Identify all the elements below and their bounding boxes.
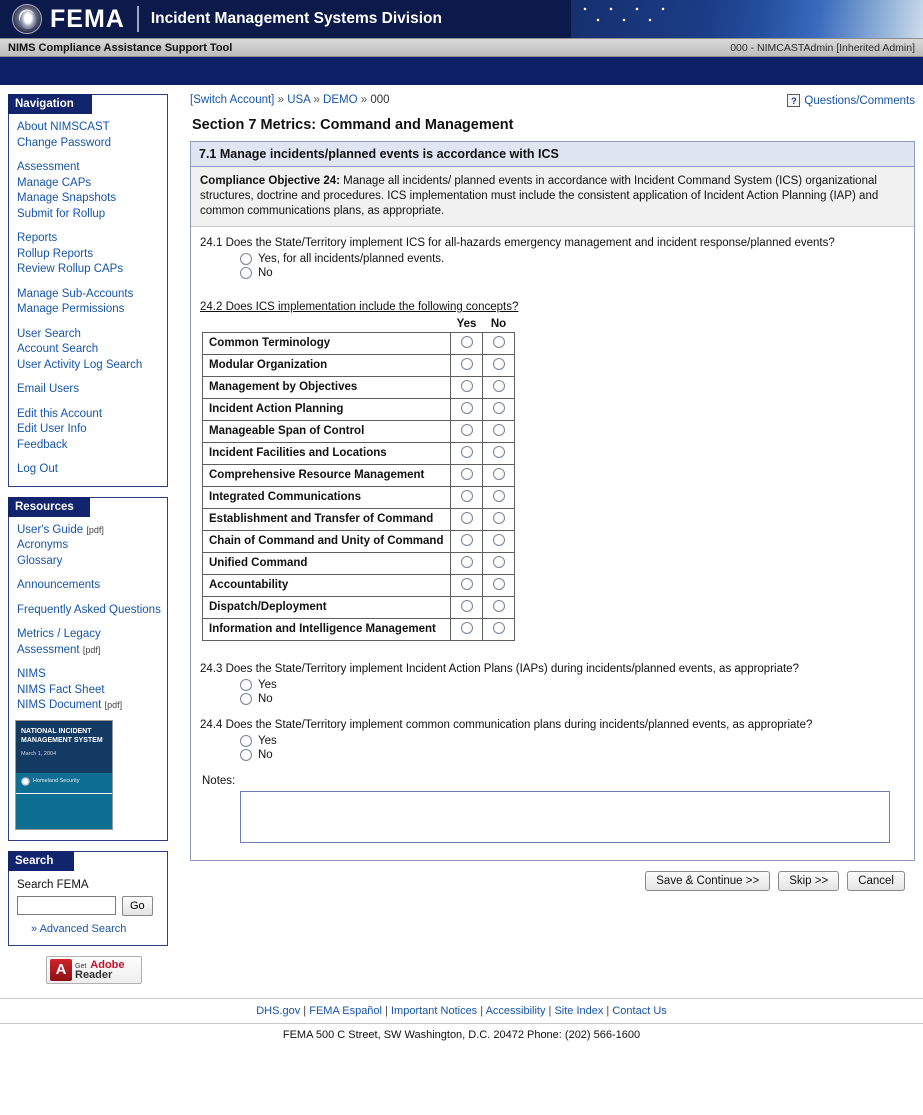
list-item bbox=[13, 176, 163, 192]
question-area bbox=[191, 227, 914, 860]
navigation-panel-body bbox=[9, 114, 167, 486]
adobe-reader-badge[interactable] bbox=[46, 956, 142, 984]
resources-panel-title: Resources bbox=[8, 497, 90, 517]
concept-no-cell[interactable] bbox=[483, 332, 515, 354]
nav-group-4 bbox=[13, 287, 163, 318]
table-row bbox=[203, 530, 515, 552]
nav-group-2 bbox=[13, 160, 163, 222]
sidebar-item-assessment[interactable]: Assessment bbox=[17, 161, 80, 173]
radio-icon[interactable] bbox=[461, 380, 473, 392]
breadcrumb-sep-3: » bbox=[360, 94, 368, 106]
resources-group-3 bbox=[13, 603, 163, 619]
nims-doc-title bbox=[16, 721, 112, 773]
resources-panel bbox=[8, 497, 168, 841]
body-wrapper bbox=[0, 85, 923, 984]
list-item bbox=[13, 407, 163, 423]
concept-label: Chain of Command and Unity of Command bbox=[203, 530, 451, 552]
concept-no-cell[interactable] bbox=[483, 552, 515, 574]
concept-no-cell[interactable] bbox=[483, 574, 515, 596]
footer-sep: | bbox=[300, 1004, 310, 1017]
sidebar-item-email-users[interactable]: Email Users bbox=[17, 383, 79, 395]
sidebar-item-change-password[interactable]: Change Password bbox=[17, 136, 111, 149]
navigation-panel-title: Navigation bbox=[8, 94, 92, 114]
table-row bbox=[203, 508, 515, 530]
concept-no-cell[interactable] bbox=[483, 464, 515, 486]
option-label: No bbox=[258, 267, 273, 279]
nav-gap bbox=[13, 658, 163, 667]
notes-label: Notes: bbox=[202, 774, 236, 787]
footer-links bbox=[0, 1005, 923, 1017]
radio-icon[interactable] bbox=[493, 490, 505, 502]
help-question-icon: ? bbox=[787, 94, 800, 107]
list-item bbox=[13, 698, 163, 714]
concept-no-cell[interactable] bbox=[483, 376, 515, 398]
radio-icon[interactable] bbox=[461, 512, 473, 524]
list-item bbox=[13, 207, 163, 223]
list-item bbox=[13, 191, 163, 207]
footer bbox=[0, 998, 923, 1045]
table-body bbox=[203, 332, 515, 640]
nav-gap bbox=[13, 453, 163, 462]
concept-yes-cell[interactable] bbox=[451, 596, 483, 618]
radio-icon[interactable] bbox=[461, 424, 473, 436]
nav-gap bbox=[13, 318, 163, 327]
concept-label: Management by Objectives bbox=[203, 376, 451, 398]
concept-no-cell[interactable] bbox=[483, 486, 515, 508]
section-heading: 7.1 Manage incidents/planned events is accordance with ICS bbox=[191, 142, 914, 167]
sidebar-item-edit-this-account[interactable]: Edit this Account bbox=[17, 407, 103, 420]
adobe-get-label: Get bbox=[75, 962, 87, 970]
nav-gap bbox=[13, 594, 163, 603]
questions-comments-label: Questions/Comments bbox=[804, 94, 915, 107]
search-row bbox=[13, 896, 163, 920]
nav-gap bbox=[13, 618, 163, 627]
notes-textarea[interactable] bbox=[240, 791, 890, 843]
main-content bbox=[180, 85, 923, 891]
concept-no-cell[interactable] bbox=[483, 596, 515, 618]
radio-icon[interactable] bbox=[240, 749, 252, 761]
option-label: No bbox=[258, 692, 273, 705]
footer-link-fema-espanol[interactable]: FEMA Español bbox=[309, 1004, 382, 1017]
concept-yes-cell[interactable] bbox=[451, 552, 483, 574]
adobe-reader-label: Reader bbox=[75, 968, 113, 981]
objective-label: Compliance Objective 24: bbox=[200, 175, 340, 187]
radio-icon[interactable] bbox=[493, 402, 505, 414]
column-header-no: No bbox=[490, 317, 507, 330]
radio-icon[interactable] bbox=[493, 622, 505, 634]
switch-account-link[interactable]: [Switch Account] bbox=[190, 94, 275, 106]
pdf-tag: [pdf] bbox=[82, 644, 101, 655]
question-24-1-option-yes[interactable] bbox=[240, 253, 905, 265]
resources-group-4 bbox=[13, 627, 163, 658]
radio-icon[interactable] bbox=[240, 253, 252, 265]
resources-panel-body bbox=[9, 517, 167, 840]
nav-gap bbox=[13, 278, 163, 287]
list-item bbox=[13, 438, 163, 454]
resource-users-guide[interactable] bbox=[15, 523, 163, 539]
footer-sep: | bbox=[382, 1004, 391, 1017]
table-row bbox=[203, 376, 515, 398]
list-item bbox=[13, 247, 163, 263]
question-24-3-text: 24.3 Does the State/Territory implement Incident Action Plans (IAPs) during incidents/planned events, as appropriate? bbox=[200, 662, 799, 675]
question-24-2-text: 24.2 Does ICS implementation include the following concepts? bbox=[200, 301, 519, 313]
list-item bbox=[13, 120, 163, 136]
sidebar-item-account-search[interactable]: Account Search bbox=[17, 343, 99, 355]
form-actions bbox=[190, 871, 905, 891]
question-24-3-option-yes[interactable] bbox=[240, 679, 905, 691]
list-item bbox=[13, 327, 163, 343]
flag-banner-image bbox=[571, 0, 923, 38]
concept-label: Unified Command bbox=[203, 552, 451, 574]
radio-icon[interactable] bbox=[240, 735, 252, 747]
nav-gap bbox=[13, 569, 163, 578]
footer-sep: | bbox=[477, 1004, 486, 1017]
concept-yes-cell[interactable] bbox=[451, 530, 483, 552]
sidebar-item-manage-sub-accounts[interactable]: Manage Sub-Accounts bbox=[17, 287, 134, 300]
breadcrumb-item-usa[interactable]: USA bbox=[287, 94, 311, 106]
nav-group-6 bbox=[13, 382, 163, 398]
concept-label: Accountability bbox=[203, 574, 451, 596]
sidebar bbox=[0, 85, 180, 984]
table-row bbox=[203, 486, 515, 508]
spacer bbox=[200, 761, 905, 775]
table-row bbox=[203, 398, 515, 420]
concept-no-cell[interactable] bbox=[483, 530, 515, 552]
list-item bbox=[13, 603, 163, 619]
concept-no-cell[interactable] bbox=[483, 508, 515, 530]
concept-no-cell[interactable] bbox=[483, 398, 515, 420]
search-input[interactable] bbox=[17, 896, 116, 915]
question-24-4-option-yes[interactable] bbox=[240, 735, 905, 747]
footer-sep: | bbox=[603, 1004, 613, 1017]
compliance-objective bbox=[191, 167, 914, 227]
nav-group-5 bbox=[13, 327, 163, 374]
concept-yes-cell[interactable] bbox=[451, 464, 483, 486]
resource-faq[interactable]: Frequently Asked Questions bbox=[17, 603, 161, 616]
table-row bbox=[203, 574, 515, 596]
option-label: Yes bbox=[258, 734, 277, 747]
cancel-button[interactable]: Cancel bbox=[847, 871, 905, 891]
concept-label: Incident Facilities and Locations bbox=[203, 442, 451, 464]
concept-yes-cell[interactable] bbox=[451, 442, 483, 464]
sidebar-item-review-rollup-caps[interactable]: Review Rollup CAPs bbox=[17, 263, 124, 275]
footer-link-accessibility[interactable]: Accessibility bbox=[485, 1004, 546, 1017]
option-label: Yes bbox=[258, 678, 277, 691]
list-item bbox=[13, 462, 163, 478]
concept-label: Establishment and Transfer of Command bbox=[203, 508, 451, 530]
sidebar-item-log-out[interactable]: Log Out bbox=[17, 463, 58, 475]
concept-label: Comprehensive Resource Management bbox=[203, 464, 451, 486]
save-continue-button[interactable]: Save & Continue >> bbox=[645, 871, 770, 891]
resource-label: NIMS Document bbox=[17, 699, 102, 711]
adobe-badge-text bbox=[75, 960, 125, 980]
concepts-table bbox=[202, 317, 515, 641]
page-title: Section 7 Metrics: Command and Management bbox=[192, 117, 514, 133]
sidebar-item-manage-snapshots[interactable]: Manage Snapshots bbox=[17, 192, 117, 204]
search-label: Search FEMA bbox=[17, 878, 89, 891]
resources-group-2 bbox=[13, 578, 163, 594]
sidebar-item-reports[interactable]: Reports bbox=[17, 232, 58, 244]
skip-button[interactable]: Skip >> bbox=[778, 871, 839, 891]
concept-yes-cell[interactable] bbox=[451, 354, 483, 376]
section-container bbox=[190, 141, 915, 861]
list-item bbox=[13, 627, 163, 658]
adobe-brand-label: Adobe bbox=[90, 958, 125, 971]
question-24-4-option-no[interactable] bbox=[240, 749, 905, 761]
radio-icon[interactable] bbox=[493, 336, 505, 348]
list-item bbox=[13, 160, 163, 176]
fema-seal-icon bbox=[12, 4, 42, 34]
nav-gap bbox=[13, 222, 163, 231]
radio-icon[interactable] bbox=[461, 402, 473, 414]
radio-icon[interactable] bbox=[461, 556, 473, 568]
radio-icon[interactable] bbox=[461, 490, 473, 502]
sidebar-item-edit-user-info[interactable]: Edit User Info bbox=[17, 423, 87, 435]
questions-comments-link[interactable] bbox=[787, 94, 915, 107]
navigation-panel bbox=[8, 94, 168, 487]
concept-label: Incident Action Planning bbox=[203, 398, 451, 420]
radio-icon[interactable] bbox=[461, 336, 473, 348]
list-item bbox=[13, 136, 163, 152]
resource-nims-document[interactable] bbox=[15, 698, 163, 714]
table-row bbox=[203, 552, 515, 574]
radio-icon[interactable] bbox=[493, 600, 505, 612]
concept-label: Integrated Communications bbox=[203, 486, 451, 508]
nims-doc-divider bbox=[16, 793, 112, 794]
footer-link-important-notices[interactable]: Important Notices bbox=[390, 1004, 478, 1017]
concept-yes-cell[interactable] bbox=[451, 420, 483, 442]
sidebar-item-user-activity-log-search[interactable]: User Activity Log Search bbox=[17, 358, 143, 371]
list-item bbox=[13, 554, 163, 570]
list-item bbox=[13, 538, 163, 554]
radio-icon[interactable] bbox=[461, 468, 473, 480]
pdf-tag: [pdf] bbox=[86, 524, 104, 535]
spacer bbox=[200, 705, 905, 719]
breadcrumb bbox=[190, 94, 390, 106]
resource-metrics-legacy-assessment[interactable] bbox=[15, 627, 163, 658]
concept-yes-cell[interactable] bbox=[451, 574, 483, 596]
concept-yes-cell[interactable] bbox=[451, 618, 483, 640]
radio-icon[interactable] bbox=[461, 578, 473, 590]
table-row bbox=[203, 442, 515, 464]
radio-icon[interactable] bbox=[493, 358, 505, 370]
radio-icon[interactable] bbox=[493, 468, 505, 480]
masthead bbox=[0, 0, 923, 38]
sidebar-item-feedback[interactable]: Feedback bbox=[17, 438, 68, 451]
resources-group-1 bbox=[13, 523, 163, 570]
radio-icon[interactable] bbox=[240, 679, 252, 691]
breadcrumb-sep-1: » bbox=[277, 94, 284, 106]
list-item bbox=[13, 358, 163, 374]
nav-gap bbox=[13, 398, 163, 407]
table-row bbox=[203, 420, 515, 442]
concept-label: Common Terminology bbox=[203, 332, 451, 354]
list-item bbox=[13, 287, 163, 303]
nav-gap bbox=[13, 151, 163, 160]
nav-group-3 bbox=[13, 231, 163, 278]
nims-doc-title-text: NATIONAL INCIDENT MANAGEMENT SYSTEM bbox=[21, 727, 103, 744]
spacer bbox=[200, 279, 905, 301]
radio-icon[interactable] bbox=[493, 424, 505, 436]
question-24-1-text: 24.1 Does the State/Territory implement ICS for all-hazards emergency management and incident response/planned events? bbox=[200, 237, 835, 249]
radio-icon[interactable] bbox=[493, 534, 505, 546]
nav-group-1 bbox=[13, 120, 163, 151]
footer-sep: | bbox=[545, 1004, 555, 1017]
concept-yes-cell[interactable] bbox=[451, 332, 483, 354]
header-divider bbox=[137, 6, 139, 32]
account-status: 000 - NIMCASTAdmin [Inherited Admin] bbox=[730, 41, 915, 54]
radio-icon[interactable] bbox=[493, 512, 505, 524]
radio-icon[interactable] bbox=[493, 446, 505, 458]
agency-title: FEMA bbox=[50, 4, 125, 33]
concept-label: Manageable Span of Control bbox=[203, 420, 451, 442]
nims-document-thumbnail[interactable] bbox=[15, 720, 113, 830]
concept-no-cell[interactable] bbox=[483, 618, 515, 640]
breadcrumb-item-demo[interactable]: DEMO bbox=[323, 94, 358, 106]
radio-icon[interactable] bbox=[461, 534, 473, 546]
dhs-seal-dot bbox=[21, 777, 30, 786]
breadcrumb-sep-2: » bbox=[313, 94, 320, 106]
concept-no-cell[interactable] bbox=[483, 442, 515, 464]
concept-label: Information and Intelligence Management bbox=[203, 618, 451, 640]
concept-yes-cell[interactable] bbox=[451, 508, 483, 530]
list-item bbox=[13, 578, 163, 594]
radio-icon[interactable] bbox=[461, 358, 473, 370]
list-item bbox=[13, 262, 163, 278]
search-go-button[interactable]: Go bbox=[122, 896, 153, 916]
nav-group-7 bbox=[13, 407, 163, 454]
radio-icon[interactable] bbox=[493, 556, 505, 568]
resource-acronyms[interactable]: Acronyms bbox=[17, 539, 69, 551]
list-item bbox=[13, 523, 163, 539]
column-header-blank bbox=[203, 317, 451, 332]
radio-icon[interactable] bbox=[240, 693, 252, 705]
table-header-row bbox=[203, 317, 515, 332]
option-label: No bbox=[258, 748, 273, 761]
list-item bbox=[13, 683, 163, 699]
concept-label: Modular Organization bbox=[203, 354, 451, 376]
resource-label: User's Guide bbox=[17, 523, 84, 536]
resource-nims[interactable]: NIMS bbox=[17, 668, 46, 680]
search-panel bbox=[8, 851, 168, 946]
app-bar bbox=[0, 38, 923, 57]
concept-yes-cell[interactable] bbox=[451, 376, 483, 398]
blue-nav-strip bbox=[0, 57, 923, 85]
footer-link-contact-us[interactable]: Contact Us bbox=[612, 1004, 667, 1017]
table-row bbox=[203, 618, 515, 640]
radio-icon[interactable] bbox=[493, 380, 505, 392]
column-header-yes: Yes bbox=[456, 317, 477, 330]
list-item bbox=[13, 382, 163, 398]
resources-group-5 bbox=[13, 667, 163, 714]
resource-glossary[interactable]: Glossary bbox=[17, 554, 63, 567]
question-24-4-text: 24.4 Does the State/Territory implement common communication plans during incidents/planned events, as appropriate? bbox=[200, 718, 813, 731]
resource-nims-fact-sheet[interactable]: NIMS Fact Sheet bbox=[17, 683, 105, 696]
list-item bbox=[13, 667, 163, 683]
sidebar-item-about-nimscast[interactable]: About NIMSCAST bbox=[17, 121, 110, 133]
table-head bbox=[203, 317, 515, 332]
sidebar-item-submit-for-rollup[interactable]: Submit for Rollup bbox=[17, 207, 106, 220]
sidebar-item-manage-permissions[interactable]: Manage Permissions bbox=[17, 303, 125, 315]
app-name: NIMS Compliance Assistance Support Tool bbox=[8, 41, 233, 54]
adobe-logo-icon: A bbox=[50, 959, 72, 981]
footer-link-site-index[interactable]: Site Index bbox=[554, 1004, 604, 1017]
concept-no-cell[interactable] bbox=[483, 420, 515, 442]
sidebar-item-user-search[interactable]: User Search bbox=[17, 327, 81, 340]
concept-yes-cell[interactable] bbox=[451, 486, 483, 508]
nav-gap bbox=[13, 373, 163, 382]
list-item bbox=[13, 342, 163, 358]
radio-icon[interactable] bbox=[461, 600, 473, 612]
dhs-label: Homeland Security bbox=[33, 778, 80, 784]
concept-yes-cell[interactable] bbox=[451, 398, 483, 420]
pdf-tag: [pdf] bbox=[104, 700, 123, 710]
objective-text: Manage all incidents/ planned events in accordance with Incident Command System (ICS) organizational structures, doctrine and procedures. ICS implementation must include the consistent application of Incident Action Planning (IAP) and common communications plans, as appropriate. bbox=[200, 175, 879, 217]
advanced-search-link[interactable]: » Advanced Search bbox=[31, 922, 127, 935]
sidebar-item-manage-caps[interactable]: Manage CAPs bbox=[17, 176, 92, 189]
radio-icon[interactable] bbox=[461, 622, 473, 634]
concept-label: Dispatch/Deployment bbox=[203, 596, 451, 618]
footer-link-dhs[interactable]: DHS.gov bbox=[256, 1004, 301, 1017]
resource-announcements[interactable]: Announcements bbox=[17, 579, 101, 591]
concept-no-cell[interactable] bbox=[483, 354, 515, 376]
table-row bbox=[203, 332, 515, 354]
resource-label: Metrics / Legacy Assessment bbox=[17, 628, 101, 656]
question-24-3-option-no[interactable] bbox=[240, 693, 905, 705]
list-item bbox=[13, 302, 163, 318]
dhs-seal-icon bbox=[21, 777, 79, 786]
division-title: Incident Management Systems Division bbox=[150, 10, 442, 27]
sidebar-item-rollup-reports[interactable]: Rollup Reports bbox=[17, 247, 94, 260]
breadcrumb-row bbox=[190, 94, 915, 107]
question-24-1-option-no[interactable] bbox=[240, 267, 905, 279]
radio-icon[interactable] bbox=[461, 446, 473, 458]
search-panel-title: Search bbox=[8, 851, 74, 871]
radio-icon[interactable] bbox=[240, 267, 252, 279]
table-row bbox=[203, 596, 515, 618]
breadcrumb-item-000: 000 bbox=[370, 94, 390, 106]
list-item bbox=[13, 422, 163, 438]
table-row bbox=[203, 354, 515, 376]
option-label: Yes, for all incidents/planned events. bbox=[258, 253, 445, 265]
radio-icon[interactable] bbox=[493, 578, 505, 590]
nims-doc-date: March 1, 2004 bbox=[21, 750, 57, 757]
list-item bbox=[13, 231, 163, 247]
spacer bbox=[200, 641, 905, 663]
table-row bbox=[203, 464, 515, 486]
search-panel-body bbox=[9, 871, 167, 945]
nav-group-8 bbox=[13, 462, 163, 478]
footer-address: FEMA 500 C Street, SW Washington, D.C. 20472 Phone: (202) 566-1600 bbox=[0, 1023, 923, 1041]
